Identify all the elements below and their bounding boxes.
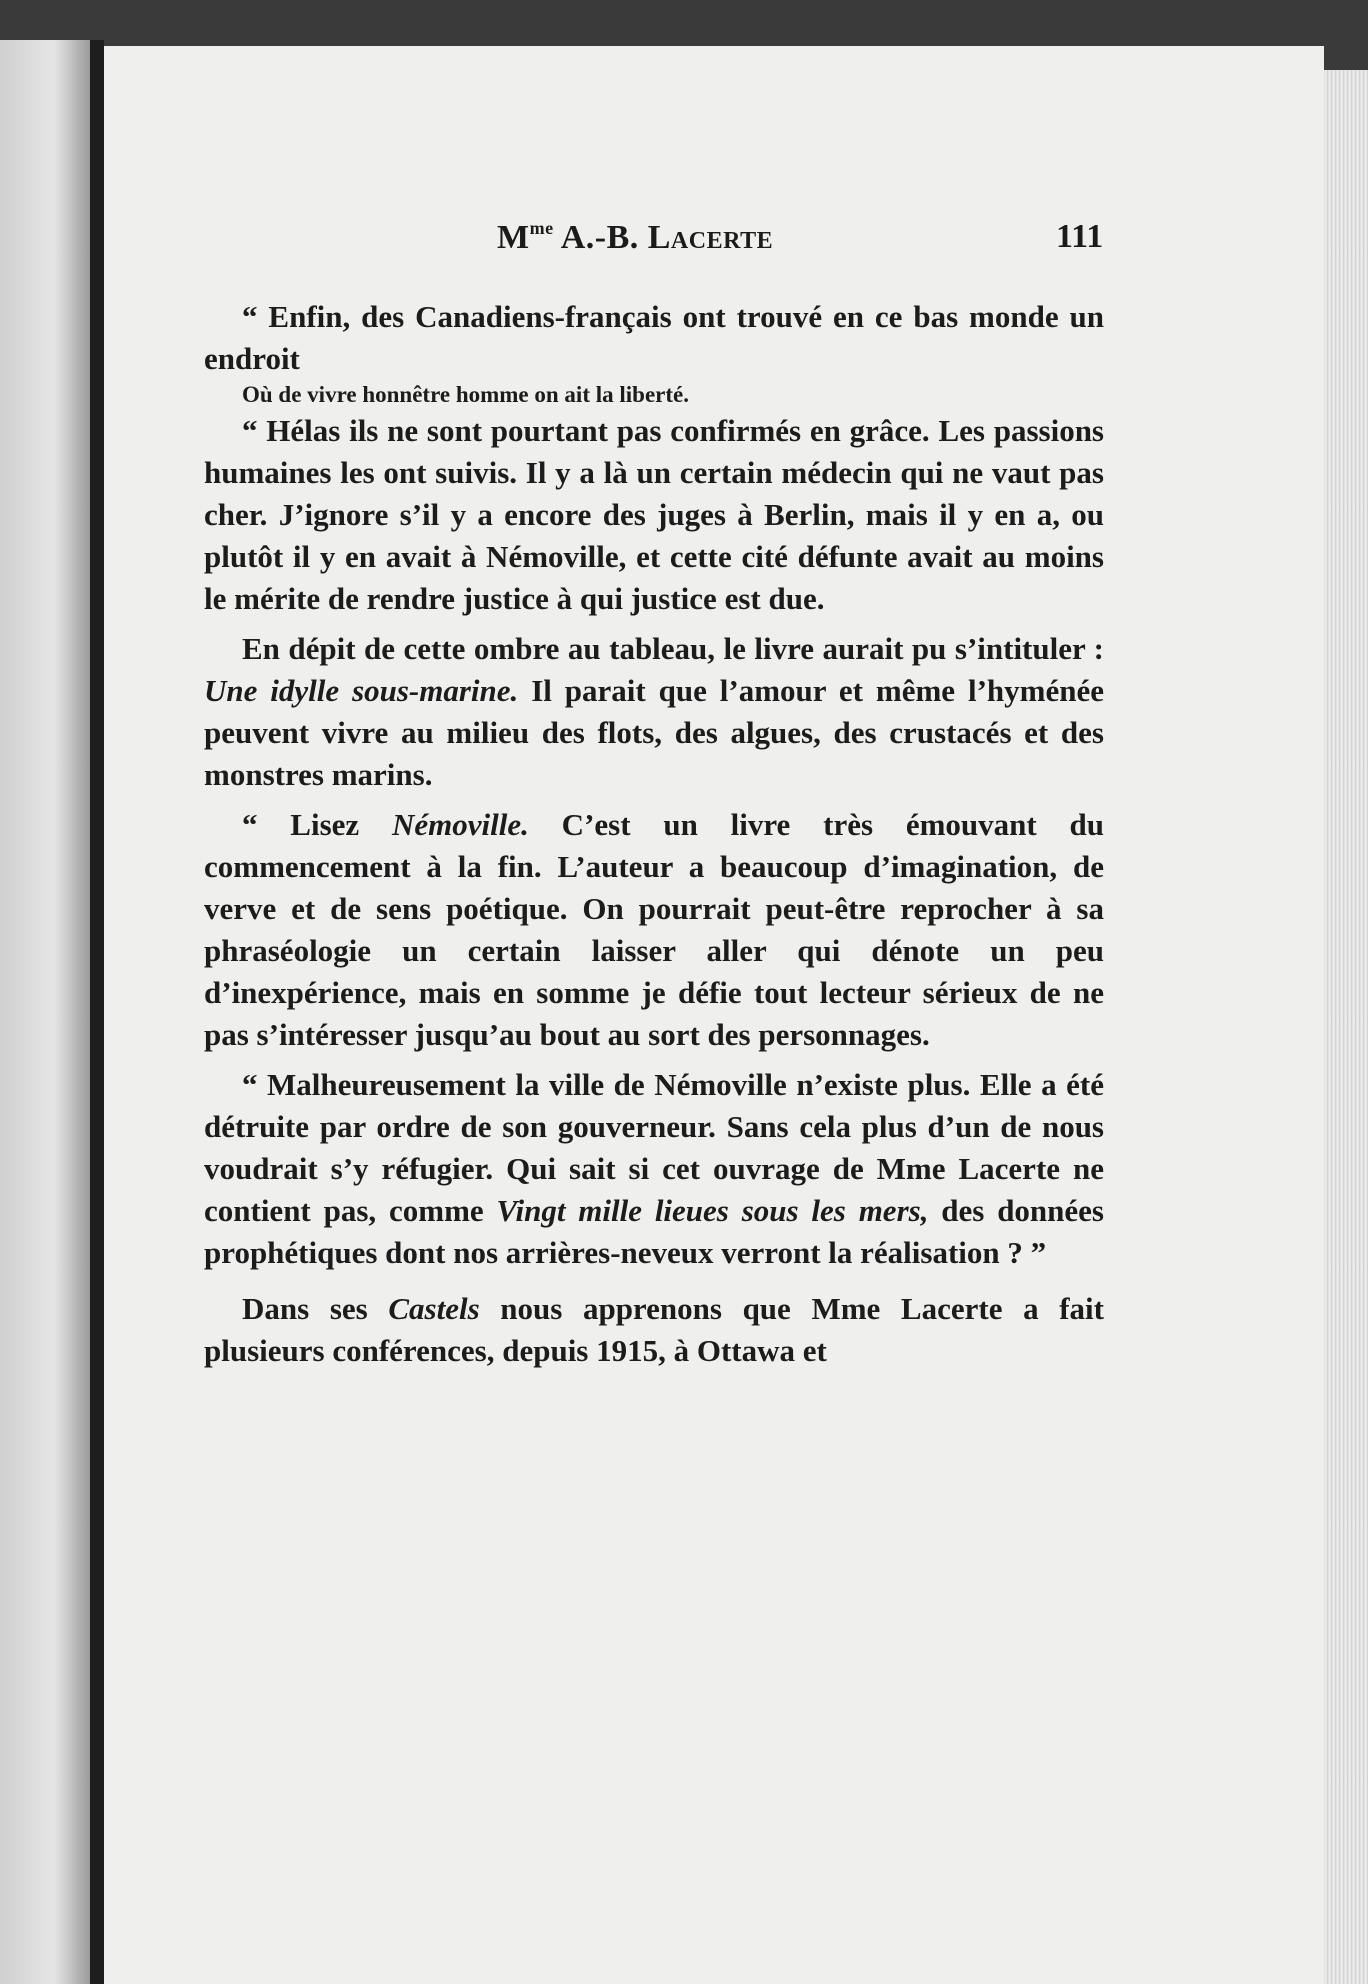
paragraph-5-title: Vingt mille lieues sous les mers, bbox=[496, 1193, 929, 1228]
paragraph-3 bbox=[204, 628, 1104, 796]
paragraph-6-title: Castels bbox=[388, 1291, 480, 1326]
paragraph-4 bbox=[204, 804, 1104, 1056]
book-gutter bbox=[90, 40, 104, 1984]
paragraph-1: “ Enfin, des Canadiens-français ont trouvé en ce bas monde un endroit bbox=[204, 299, 1104, 376]
running-head-name: A.-B. Lacerte bbox=[553, 219, 774, 256]
running-head-prefix: M bbox=[497, 219, 530, 256]
paragraph-5 bbox=[204, 1064, 1104, 1274]
verse-quote: Où de vivre honnêtre homme on ait la liberté. bbox=[242, 382, 689, 407]
book-page bbox=[104, 46, 1324, 1984]
paragraph-4-text-b: C’est un livre très émouvant du commencement à la fin. L’auteur a beaucoup d’imagination, de verve et de sens poétique. On pourrait peut-être reprocher à sa phraséologie un certain laisser aller qui dénote un peu d’inexpérience, mais en somme je défie tout lecteur sérieux de ne pas s’intéresser jusqu’au bout au sort des personnages. bbox=[204, 807, 1105, 1052]
body-text bbox=[204, 296, 1104, 1372]
paragraph-5-text-a: “ Malheureusement la ville de Némoville n’existe plus. Elle a été détruite par ordre de son gouverneur. Sans cela plus d’un de nous voudrait s’y réfugier. Qui sait si cet ouvrage de Mme Lacerte ne contient pas, comme bbox=[204, 1067, 1104, 1228]
paragraph-3-text-b: Il parait que l’amour et même l’hyménée peuvent vivre au milieu des flots, des algues, des crustacés et des monstres marins. bbox=[204, 673, 1104, 792]
paragraph-2: “ Hélas ils ne sont pourtant pas confirmés en grâce. Les passions humaines les ont suivis. Il y a là un certain médecin qui ne vaut pas cher. J’ignore s’il y a encore des juges à Berlin, mais il y en a, ou plutôt il y en avait à Némoville, et cette cité défunte avait au moins le mérite de rendre justice à qui justice est due. bbox=[204, 413, 1104, 616]
paragraph-6-text-a: Dans ses bbox=[242, 1291, 389, 1326]
paragraph-3-text-a: En dépit de cette ombre au tableau, le livre aurait pu s’intituler : bbox=[242, 631, 1104, 666]
paragraph-5-text-b: des données prophétiques dont nos arrières-neveux verront la réalisation ? ” bbox=[204, 1193, 1104, 1270]
page-number: 111 bbox=[1056, 218, 1104, 255]
paragraph-4-text-a: “ Lisez bbox=[242, 807, 392, 842]
paragraph-3-title: Une idylle sous-marine. bbox=[204, 673, 519, 708]
running-head bbox=[497, 218, 773, 257]
facing-page-edge bbox=[0, 40, 90, 1984]
page-header bbox=[104, 218, 1324, 268]
paragraph-4-title: Némoville. bbox=[392, 807, 529, 842]
running-head-superscript: me bbox=[529, 218, 554, 238]
paragraph-6-text-b: nous apprenons que Mme Lacerte a fait plusieurs conférences, depuis 1915, à Ottawa et bbox=[204, 1291, 1104, 1368]
paragraph-6 bbox=[204, 1288, 1104, 1372]
